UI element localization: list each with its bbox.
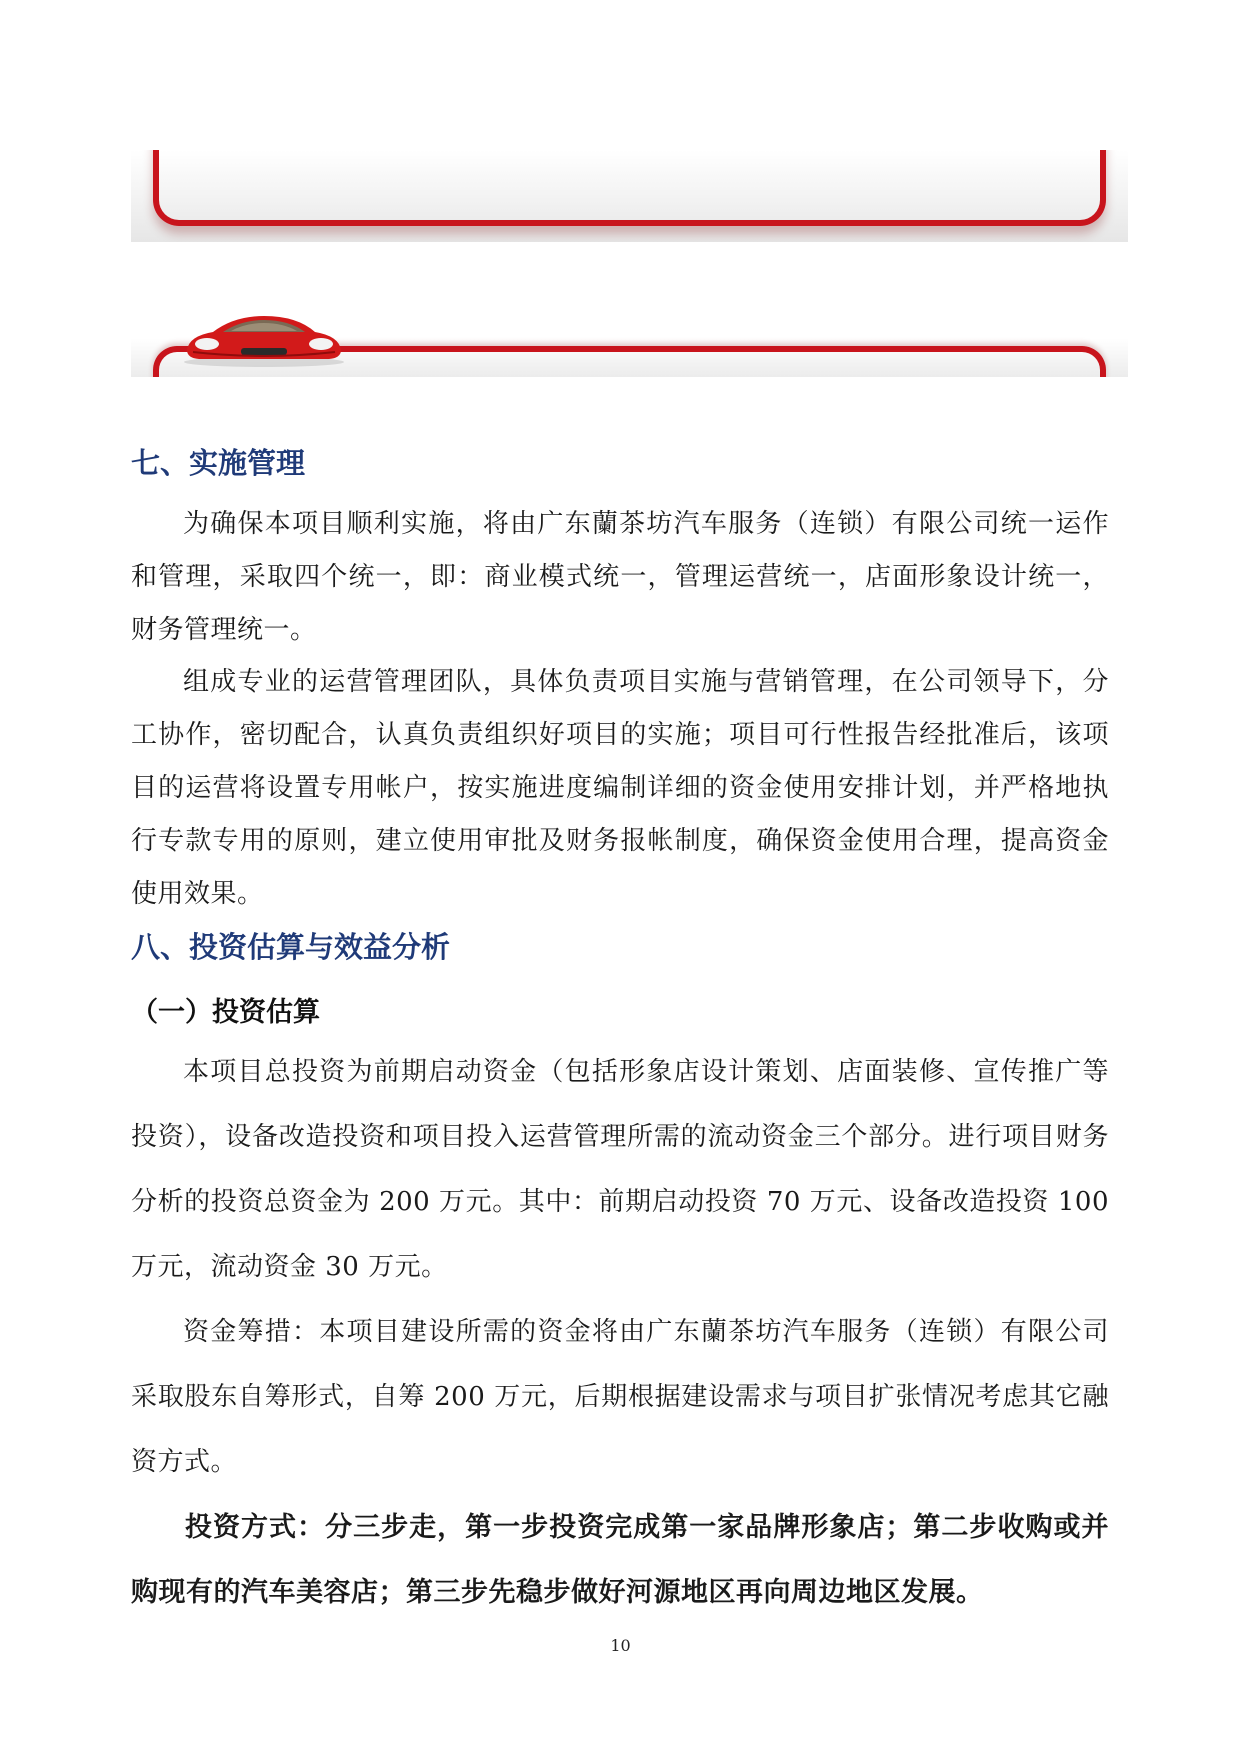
investment-estimate-paragraph: 本项目总投资为前期启动资金（包括形象店设计策划、店面装修、宣传推广等投资），设备改造投资和项目投入运营管理所需的流动资金三个部分。进行项目财务分析的投资总资金为 200 万元。其中：前期启动投资 70 万元、设备改造投资 100 万元，流动资金 30 万元。 [131, 1057, 1109, 1282]
bottom-frame-decoration [131, 300, 1128, 377]
investment-method-paragraph: 投资方式：分三步走，第一步投资完成第一家品牌形象店；第二步收购或并购现有的汽车美容店；第三步先稳步做好河源地区再向周边地区发展。 [131, 1512, 1109, 1608]
section-8-heading: 八、投资估算与效益分析 [131, 930, 451, 964]
page-number: 10 [610, 1636, 631, 1655]
top-frame-decoration [131, 150, 1128, 242]
top-frame-rim [153, 150, 1106, 226]
red-sports-car-icon [179, 310, 349, 368]
section-7-paragraph-1: 为确保本项目顺利实施，将由广东蘭茶坊汽车服务（连锁）有限公司统一运作和管理，采取四个统一，即：商业模式统一，管理运营统一，店面形象设计统一，财务管理统一。 [131, 509, 1109, 645]
section-7-heading: 七、实施管理 [131, 446, 306, 480]
funding-paragraph: 资金筹措：本项目建设所需的资金将由广东蘭茶坊汽车服务（连锁）有限公司采取股东自筹形式，自筹 200 万元，后期根据建设需求与项目扩张情况考虑其它融资方式。 [131, 1317, 1109, 1477]
subsection-investment-estimate-heading: （一）投资估算 [131, 997, 320, 1028]
section-7-paragraph-2: 组成专业的运营管理团队，具体负责项目实施与营销管理，在公司领导下，分工协作，密切配合，认真负责组织好项目的实施；项目可行性报告经批准后，该项目的运营将设置专用帐户，按实施进度编制详细的资金使用安排计划，并严格地执行专款专用的原则，建立使用审批及财务报帐制度，确保资金使用合理，提高资金使用效果。 [131, 667, 1109, 909]
